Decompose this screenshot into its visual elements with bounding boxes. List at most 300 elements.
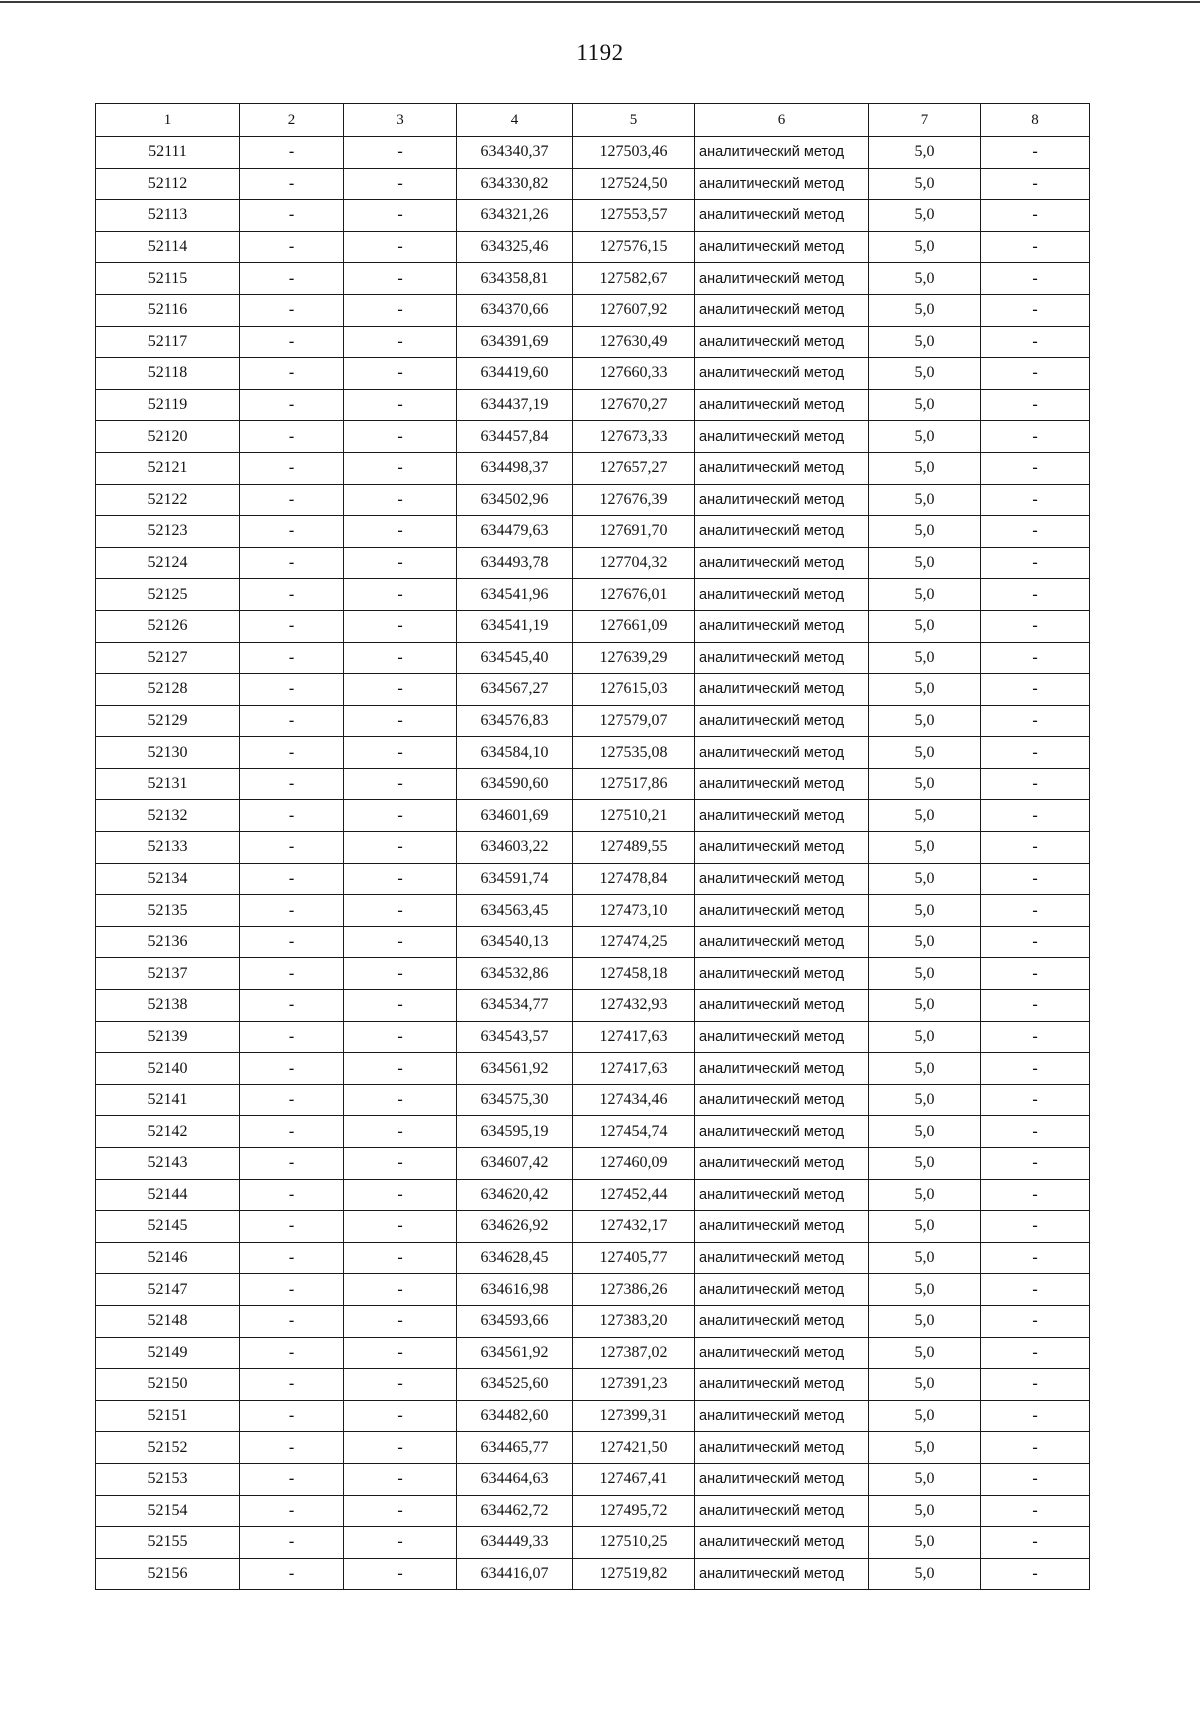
x-coordinate-cell: 634479,63 — [457, 516, 573, 548]
col3-cell: - — [344, 800, 457, 832]
col3-cell: - — [344, 294, 457, 326]
col2-cell: - — [240, 1432, 344, 1464]
column-header-4: 4 — [457, 104, 573, 137]
table-row — [96, 1432, 1090, 1464]
method-cell: аналитический метод — [695, 294, 869, 326]
column-header-1: 1 — [96, 104, 240, 137]
col3-cell: - — [344, 358, 457, 390]
table-row — [96, 137, 1090, 169]
y-coordinate-cell: 127460,09 — [573, 1148, 695, 1180]
y-coordinate-cell: 127473,10 — [573, 895, 695, 927]
col2-cell: - — [240, 168, 344, 200]
column-header-2: 2 — [240, 104, 344, 137]
accuracy-cell: 5,0 — [869, 452, 981, 484]
y-coordinate-cell: 127495,72 — [573, 1495, 695, 1527]
accuracy-cell: 5,0 — [869, 1242, 981, 1274]
col3-cell: - — [344, 516, 457, 548]
point-number-cell: 52149 — [96, 1337, 240, 1369]
x-coordinate-cell: 634340,37 — [457, 137, 573, 169]
col3-cell: - — [344, 1148, 457, 1180]
table-row — [96, 1495, 1090, 1527]
x-coordinate-cell: 634563,45 — [457, 895, 573, 927]
col8-cell: - — [981, 579, 1090, 611]
col8-cell: - — [981, 168, 1090, 200]
col3-cell: - — [344, 200, 457, 232]
point-number-cell: 52135 — [96, 895, 240, 927]
accuracy-cell: 5,0 — [869, 610, 981, 642]
table-row — [96, 1242, 1090, 1274]
point-number-cell: 52152 — [96, 1432, 240, 1464]
point-number-cell: 52120 — [96, 421, 240, 453]
col8-cell: - — [981, 642, 1090, 674]
col2-cell: - — [240, 958, 344, 990]
col8-cell: - — [981, 863, 1090, 895]
col2-cell: - — [240, 895, 344, 927]
method-cell: аналитический метод — [695, 579, 869, 611]
method-cell: аналитический метод — [695, 516, 869, 548]
method-cell: аналитический метод — [695, 1242, 869, 1274]
method-cell: аналитический метод — [695, 389, 869, 421]
col3-cell: - — [344, 1527, 457, 1559]
x-coordinate-cell: 634498,37 — [457, 452, 573, 484]
point-number-cell: 52151 — [96, 1400, 240, 1432]
col8-cell: - — [981, 705, 1090, 737]
col2-cell: - — [240, 231, 344, 263]
point-number-cell: 52132 — [96, 800, 240, 832]
x-coordinate-cell: 634482,60 — [457, 1400, 573, 1432]
col2-cell: - — [240, 1084, 344, 1116]
table-row — [96, 452, 1090, 484]
y-coordinate-cell: 127579,07 — [573, 705, 695, 737]
col8-cell: - — [981, 1369, 1090, 1401]
method-cell: аналитический метод — [695, 768, 869, 800]
col3-cell: - — [344, 326, 457, 358]
point-number-cell: 52129 — [96, 705, 240, 737]
col3-cell: - — [344, 768, 457, 800]
accuracy-cell: 5,0 — [869, 1400, 981, 1432]
col8-cell: - — [981, 737, 1090, 769]
point-number-cell: 52116 — [96, 294, 240, 326]
table-row — [96, 358, 1090, 390]
col8-cell: - — [981, 958, 1090, 990]
point-number-cell: 52115 — [96, 263, 240, 295]
table-row — [96, 168, 1090, 200]
col2-cell: - — [240, 1148, 344, 1180]
col8-cell: - — [981, 1053, 1090, 1085]
table-row — [96, 1021, 1090, 1053]
table-body — [96, 137, 1090, 1590]
y-coordinate-cell: 127630,49 — [573, 326, 695, 358]
y-coordinate-cell: 127676,01 — [573, 579, 695, 611]
method-cell: аналитический метод — [695, 1400, 869, 1432]
col3-cell: - — [344, 1053, 457, 1085]
col3-cell: - — [344, 1558, 457, 1590]
x-coordinate-cell: 634457,84 — [457, 421, 573, 453]
accuracy-cell: 5,0 — [869, 642, 981, 674]
accuracy-cell: 5,0 — [869, 484, 981, 516]
table-row — [96, 326, 1090, 358]
method-cell: аналитический метод — [695, 610, 869, 642]
col8-cell: - — [981, 1463, 1090, 1495]
x-coordinate-cell: 634541,96 — [457, 579, 573, 611]
col3-cell: - — [344, 1179, 457, 1211]
x-coordinate-cell: 634591,74 — [457, 863, 573, 895]
accuracy-cell: 5,0 — [869, 358, 981, 390]
point-number-cell: 52143 — [96, 1148, 240, 1180]
accuracy-cell: 5,0 — [869, 1432, 981, 1464]
accuracy-cell: 5,0 — [869, 1369, 981, 1401]
accuracy-cell: 5,0 — [869, 863, 981, 895]
table-row — [96, 800, 1090, 832]
point-number-cell: 52126 — [96, 610, 240, 642]
y-coordinate-cell: 127432,93 — [573, 990, 695, 1022]
col3-cell: - — [344, 484, 457, 516]
x-coordinate-cell: 634601,69 — [457, 800, 573, 832]
y-coordinate-cell: 127510,21 — [573, 800, 695, 832]
point-number-cell: 52136 — [96, 926, 240, 958]
col3-cell: - — [344, 1211, 457, 1243]
column-header-6: 6 — [695, 104, 869, 137]
table-row — [96, 1400, 1090, 1432]
col8-cell: - — [981, 137, 1090, 169]
point-number-cell: 52128 — [96, 674, 240, 706]
x-coordinate-cell: 634462,72 — [457, 1495, 573, 1527]
method-cell: аналитический метод — [695, 1211, 869, 1243]
col2-cell: - — [240, 1242, 344, 1274]
col3-cell: - — [344, 705, 457, 737]
y-coordinate-cell: 127434,46 — [573, 1084, 695, 1116]
method-cell: аналитический метод — [695, 895, 869, 927]
accuracy-cell: 5,0 — [869, 1148, 981, 1180]
point-number-cell: 52113 — [96, 200, 240, 232]
col8-cell: - — [981, 389, 1090, 421]
method-cell: аналитический метод — [695, 863, 869, 895]
col8-cell: - — [981, 326, 1090, 358]
point-number-cell: 52131 — [96, 768, 240, 800]
col3-cell: - — [344, 926, 457, 958]
table-row — [96, 294, 1090, 326]
y-coordinate-cell: 127387,02 — [573, 1337, 695, 1369]
col8-cell: - — [981, 1337, 1090, 1369]
col2-cell: - — [240, 263, 344, 295]
point-number-cell: 52145 — [96, 1211, 240, 1243]
x-coordinate-cell: 634540,13 — [457, 926, 573, 958]
x-coordinate-cell: 634502,96 — [457, 484, 573, 516]
x-coordinate-cell: 634628,45 — [457, 1242, 573, 1274]
accuracy-cell: 5,0 — [869, 231, 981, 263]
table-row — [96, 579, 1090, 611]
col8-cell: - — [981, 1400, 1090, 1432]
x-coordinate-cell: 634325,46 — [457, 231, 573, 263]
table-row — [96, 389, 1090, 421]
accuracy-cell: 5,0 — [869, 579, 981, 611]
col8-cell: - — [981, 768, 1090, 800]
x-coordinate-cell: 634449,33 — [457, 1527, 573, 1559]
col8-cell: - — [981, 516, 1090, 548]
x-coordinate-cell: 634584,10 — [457, 737, 573, 769]
col3-cell: - — [344, 263, 457, 295]
x-coordinate-cell: 634416,07 — [457, 1558, 573, 1590]
col2-cell: - — [240, 863, 344, 895]
col3-cell: - — [344, 610, 457, 642]
col8-cell: - — [981, 1116, 1090, 1148]
col2-cell: - — [240, 990, 344, 1022]
col3-cell: - — [344, 832, 457, 864]
col3-cell: - — [344, 895, 457, 927]
accuracy-cell: 5,0 — [869, 326, 981, 358]
col2-cell: - — [240, 642, 344, 674]
col8-cell: - — [981, 200, 1090, 232]
point-number-cell: 52144 — [96, 1179, 240, 1211]
point-number-cell: 52140 — [96, 1053, 240, 1085]
method-cell: аналитический метод — [695, 1274, 869, 1306]
table-header-row — [96, 104, 1090, 137]
method-cell: аналитический метод — [695, 1084, 869, 1116]
accuracy-cell: 5,0 — [869, 737, 981, 769]
accuracy-cell: 5,0 — [869, 895, 981, 927]
accuracy-cell: 5,0 — [869, 1084, 981, 1116]
accuracy-cell: 5,0 — [869, 958, 981, 990]
method-cell: аналитический метод — [695, 1053, 869, 1085]
point-number-cell: 52119 — [96, 389, 240, 421]
col3-cell: - — [344, 1021, 457, 1053]
method-cell: аналитический метод — [695, 200, 869, 232]
table-row — [96, 768, 1090, 800]
point-number-cell: 52146 — [96, 1242, 240, 1274]
col8-cell: - — [981, 1305, 1090, 1337]
col8-cell: - — [981, 421, 1090, 453]
col2-cell: - — [240, 1305, 344, 1337]
y-coordinate-cell: 127510,25 — [573, 1527, 695, 1559]
col3-cell: - — [344, 137, 457, 169]
col2-cell: - — [240, 674, 344, 706]
table-row — [96, 484, 1090, 516]
y-coordinate-cell: 127615,03 — [573, 674, 695, 706]
point-number-cell: 52112 — [96, 168, 240, 200]
method-cell: аналитический метод — [695, 263, 869, 295]
x-coordinate-cell: 634626,92 — [457, 1211, 573, 1243]
page-number: 1192 — [576, 40, 624, 65]
col2-cell: - — [240, 1527, 344, 1559]
accuracy-cell: 5,0 — [869, 1495, 981, 1527]
table-row — [96, 1305, 1090, 1337]
col8-cell: - — [981, 1211, 1090, 1243]
point-number-cell: 52138 — [96, 990, 240, 1022]
y-coordinate-cell: 127391,23 — [573, 1369, 695, 1401]
col8-cell: - — [981, 294, 1090, 326]
point-number-cell: 52134 — [96, 863, 240, 895]
col3-cell: - — [344, 1274, 457, 1306]
y-coordinate-cell: 127417,63 — [573, 1021, 695, 1053]
method-cell: аналитический метод — [695, 1305, 869, 1337]
y-coordinate-cell: 127535,08 — [573, 737, 695, 769]
col2-cell: - — [240, 1337, 344, 1369]
accuracy-cell: 5,0 — [869, 168, 981, 200]
y-coordinate-cell: 127704,32 — [573, 547, 695, 579]
table-row — [96, 1558, 1090, 1590]
x-coordinate-cell: 634590,60 — [457, 768, 573, 800]
col2-cell: - — [240, 926, 344, 958]
col2-cell: - — [240, 768, 344, 800]
method-cell: аналитический метод — [695, 674, 869, 706]
accuracy-cell: 5,0 — [869, 926, 981, 958]
table-row — [96, 832, 1090, 864]
col2-cell: - — [240, 137, 344, 169]
point-number-cell: 52156 — [96, 1558, 240, 1590]
accuracy-cell: 5,0 — [869, 1337, 981, 1369]
point-number-cell: 52117 — [96, 326, 240, 358]
table-row — [96, 1527, 1090, 1559]
method-cell: аналитический метод — [695, 421, 869, 453]
col3-cell: - — [344, 421, 457, 453]
col2-cell: - — [240, 1211, 344, 1243]
method-cell: аналитический метод — [695, 231, 869, 263]
col2-cell: - — [240, 294, 344, 326]
table-row — [96, 1463, 1090, 1495]
table-row — [96, 990, 1090, 1022]
col8-cell: - — [981, 1242, 1090, 1274]
accuracy-cell: 5,0 — [869, 768, 981, 800]
method-cell: аналитический метод — [695, 926, 869, 958]
col2-cell: - — [240, 200, 344, 232]
x-coordinate-cell: 634607,42 — [457, 1148, 573, 1180]
table-row — [96, 737, 1090, 769]
point-number-cell: 52154 — [96, 1495, 240, 1527]
x-coordinate-cell: 634593,66 — [457, 1305, 573, 1337]
point-number-cell: 52153 — [96, 1463, 240, 1495]
point-number-cell: 52139 — [96, 1021, 240, 1053]
col2-cell: - — [240, 1179, 344, 1211]
col3-cell: - — [344, 1463, 457, 1495]
y-coordinate-cell: 127503,46 — [573, 137, 695, 169]
method-cell: аналитический метод — [695, 958, 869, 990]
col2-cell: - — [240, 516, 344, 548]
col8-cell: - — [981, 674, 1090, 706]
col3-cell: - — [344, 547, 457, 579]
table-row — [96, 263, 1090, 295]
accuracy-cell: 5,0 — [869, 1053, 981, 1085]
x-coordinate-cell: 634437,19 — [457, 389, 573, 421]
x-coordinate-cell: 634532,86 — [457, 958, 573, 990]
y-coordinate-cell: 127582,67 — [573, 263, 695, 295]
method-cell: аналитический метод — [695, 737, 869, 769]
accuracy-cell: 5,0 — [869, 1527, 981, 1559]
accuracy-cell: 5,0 — [869, 674, 981, 706]
method-cell: аналитический метод — [695, 800, 869, 832]
col8-cell: - — [981, 832, 1090, 864]
col3-cell: - — [344, 389, 457, 421]
col2-cell: - — [240, 1021, 344, 1053]
col2-cell: - — [240, 421, 344, 453]
top-border-line — [0, 1, 1200, 3]
point-number-cell: 52148 — [96, 1305, 240, 1337]
col3-cell: - — [344, 1242, 457, 1274]
x-coordinate-cell: 634419,60 — [457, 358, 573, 390]
accuracy-cell: 5,0 — [869, 990, 981, 1022]
col3-cell: - — [344, 579, 457, 611]
accuracy-cell: 5,0 — [869, 389, 981, 421]
y-coordinate-cell: 127432,17 — [573, 1211, 695, 1243]
table-row — [96, 547, 1090, 579]
col2-cell: - — [240, 832, 344, 864]
col2-cell: - — [240, 547, 344, 579]
x-coordinate-cell: 634595,19 — [457, 1116, 573, 1148]
table-row — [96, 421, 1090, 453]
col8-cell: - — [981, 1432, 1090, 1464]
table-row — [96, 231, 1090, 263]
table-row — [96, 1179, 1090, 1211]
col8-cell: - — [981, 358, 1090, 390]
y-coordinate-cell: 127478,84 — [573, 863, 695, 895]
coordinates-table — [95, 103, 1090, 1590]
col2-cell: - — [240, 1400, 344, 1432]
col2-cell: - — [240, 484, 344, 516]
col8-cell: - — [981, 990, 1090, 1022]
col8-cell: - — [981, 1148, 1090, 1180]
col3-cell: - — [344, 168, 457, 200]
point-number-cell: 52130 — [96, 737, 240, 769]
col2-cell: - — [240, 452, 344, 484]
method-cell: аналитический метод — [695, 168, 869, 200]
y-coordinate-cell: 127452,44 — [573, 1179, 695, 1211]
table-row — [96, 1337, 1090, 1369]
col8-cell: - — [981, 231, 1090, 263]
accuracy-cell: 5,0 — [869, 200, 981, 232]
point-number-cell: 52122 — [96, 484, 240, 516]
col8-cell: - — [981, 1527, 1090, 1559]
accuracy-cell: 5,0 — [869, 1116, 981, 1148]
accuracy-cell: 5,0 — [869, 516, 981, 548]
x-coordinate-cell: 634541,19 — [457, 610, 573, 642]
accuracy-cell: 5,0 — [869, 294, 981, 326]
col8-cell: - — [981, 1274, 1090, 1306]
point-number-cell: 52111 — [96, 137, 240, 169]
point-number-cell: 52121 — [96, 452, 240, 484]
x-coordinate-cell: 634370,66 — [457, 294, 573, 326]
method-cell: аналитический метод — [695, 832, 869, 864]
col3-cell: - — [344, 452, 457, 484]
table-row — [96, 610, 1090, 642]
accuracy-cell: 5,0 — [869, 137, 981, 169]
x-coordinate-cell: 634391,69 — [457, 326, 573, 358]
y-coordinate-cell: 127691,70 — [573, 516, 695, 548]
col8-cell: - — [981, 1021, 1090, 1053]
accuracy-cell: 5,0 — [869, 1305, 981, 1337]
col3-cell: - — [344, 990, 457, 1022]
table-row — [96, 674, 1090, 706]
y-coordinate-cell: 127386,26 — [573, 1274, 695, 1306]
col3-cell: - — [344, 231, 457, 263]
col8-cell: - — [981, 926, 1090, 958]
method-cell: аналитический метод — [695, 1463, 869, 1495]
y-coordinate-cell: 127458,18 — [573, 958, 695, 990]
col2-cell: - — [240, 1369, 344, 1401]
method-cell: аналитический метод — [695, 326, 869, 358]
col2-cell: - — [240, 1495, 344, 1527]
col8-cell: - — [981, 800, 1090, 832]
table-row — [96, 863, 1090, 895]
accuracy-cell: 5,0 — [869, 1211, 981, 1243]
table-row — [96, 705, 1090, 737]
accuracy-cell: 5,0 — [869, 421, 981, 453]
col3-cell: - — [344, 1337, 457, 1369]
col2-cell: - — [240, 1463, 344, 1495]
col8-cell: - — [981, 547, 1090, 579]
table-row — [96, 1211, 1090, 1243]
col3-cell: - — [344, 1369, 457, 1401]
point-number-cell: 52127 — [96, 642, 240, 674]
x-coordinate-cell: 634493,78 — [457, 547, 573, 579]
